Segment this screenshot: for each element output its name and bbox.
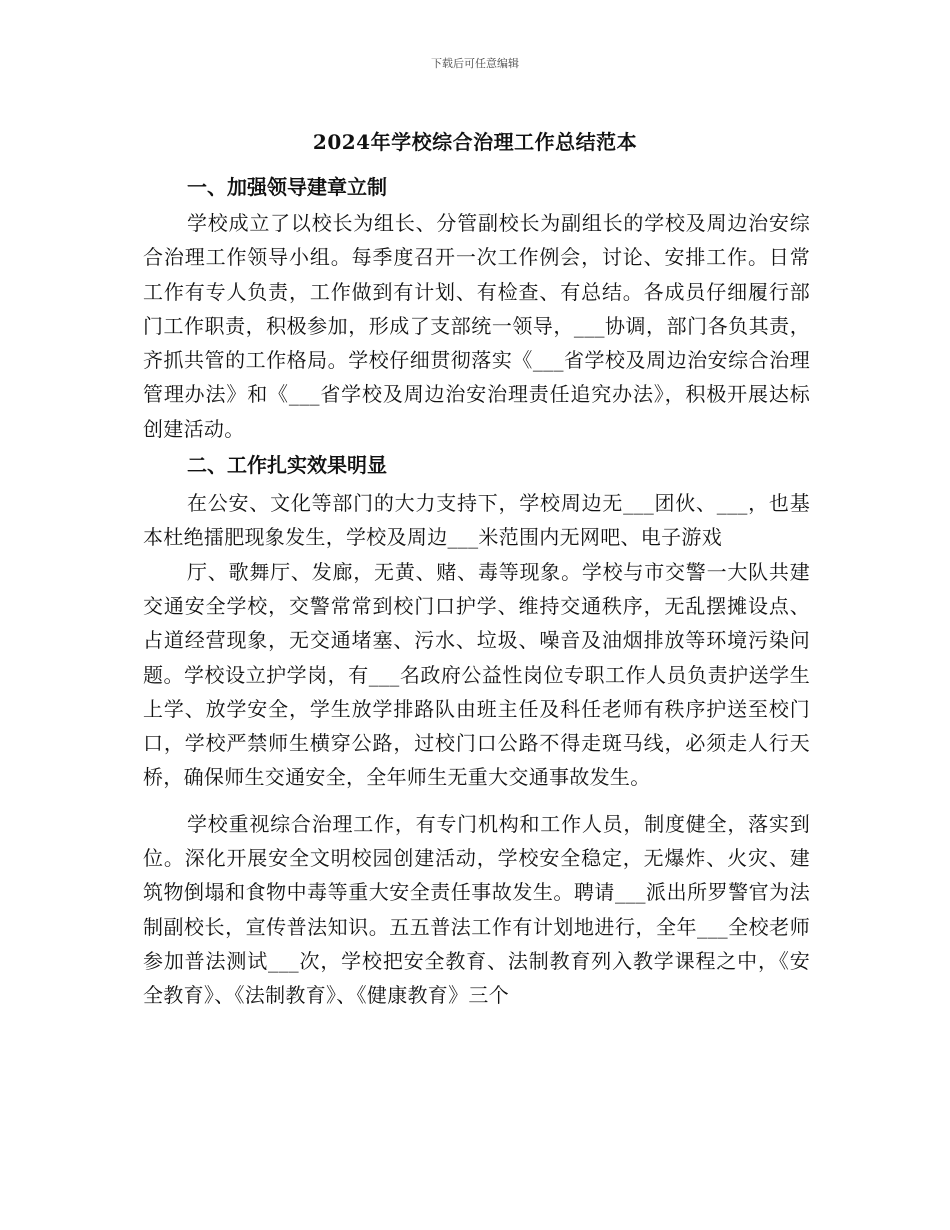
section-2-paragraph-2: 厅、歌舞厅、发廊，无黄、赌、毒等现象。学校与市交警一大队共建交通安全学校，交警常常到校门口护学、维持交通秩序，无乱摆摊设点、占道经营现象，无交通堵塞、污水、垃圾、噪音及油烟排放等环境污染问题。学校设立护学岗，有___名政府公益性岗位专职工作人员负责护送学生上学、放学安全，学生放学排路队由班主任及科任老师有秩序护送至校门口，学校严禁师生横穿公路，过校门口公路不得走斑马线，必须走人行天桥，确保师生交通安全，全年师生无重大交通事故发生。 — [143, 559, 810, 790]
section-heading-2: 二、工作扎实效果明显 — [187, 453, 387, 478]
section-1-paragraph-1: 学校成立了以校长为组长、分管副校长为副组长的学校及周边治安综合治理工作领导小组。每季度召开一次工作例会，讨论、安排工作。日常工作有专人负责，工作做到有计划、有检查、有总结。各成员仔细履行部门工作职责，积极参加，形成了支部统一领导，___协调，部门各负其责，齐抓共管的工作格局。学校仔细贯彻落实《___省学校及周边治安综合治理管理办法》和《___省学校及周边治安治理责任追究办法》，积极开展达标创建活动。 — [143, 211, 810, 441]
section-2-paragraph-1: 在公安、文化等部门的大力支持下，学校周边无___团伙、___，也基本杜绝擂肥现象发生，学校及周边___米范围内无网吧、电子游戏 — [143, 491, 810, 550]
section-heading-1: 一、加强领导建章立制 — [187, 175, 387, 199]
section-2-paragraph-3: 学校重视综合治理工作，有专门机构和工作人员，制度健全，落实到位。深化开展安全文明校园创建活动，学校安全稳定，无爆炸、火灾、建筑物倒塌和食物中毒等重大安全责任事故发生。聘请___派出所罗警官为法制副校长，宣传普法知识。五五普法工作有计划地进行，全年___全校老师参加普法测试___次，学校把安全教育、法制教育列入教学课程之中，《安全教育》、《法制教育》、《健康教育》三个 — [143, 811, 810, 1008]
document-title: 2024年学校综合治理工作总结范本 — [312, 130, 638, 154]
document-body — [143, 170, 810, 1013]
header-note: 下载后可任意编辑 — [431, 57, 519, 70]
